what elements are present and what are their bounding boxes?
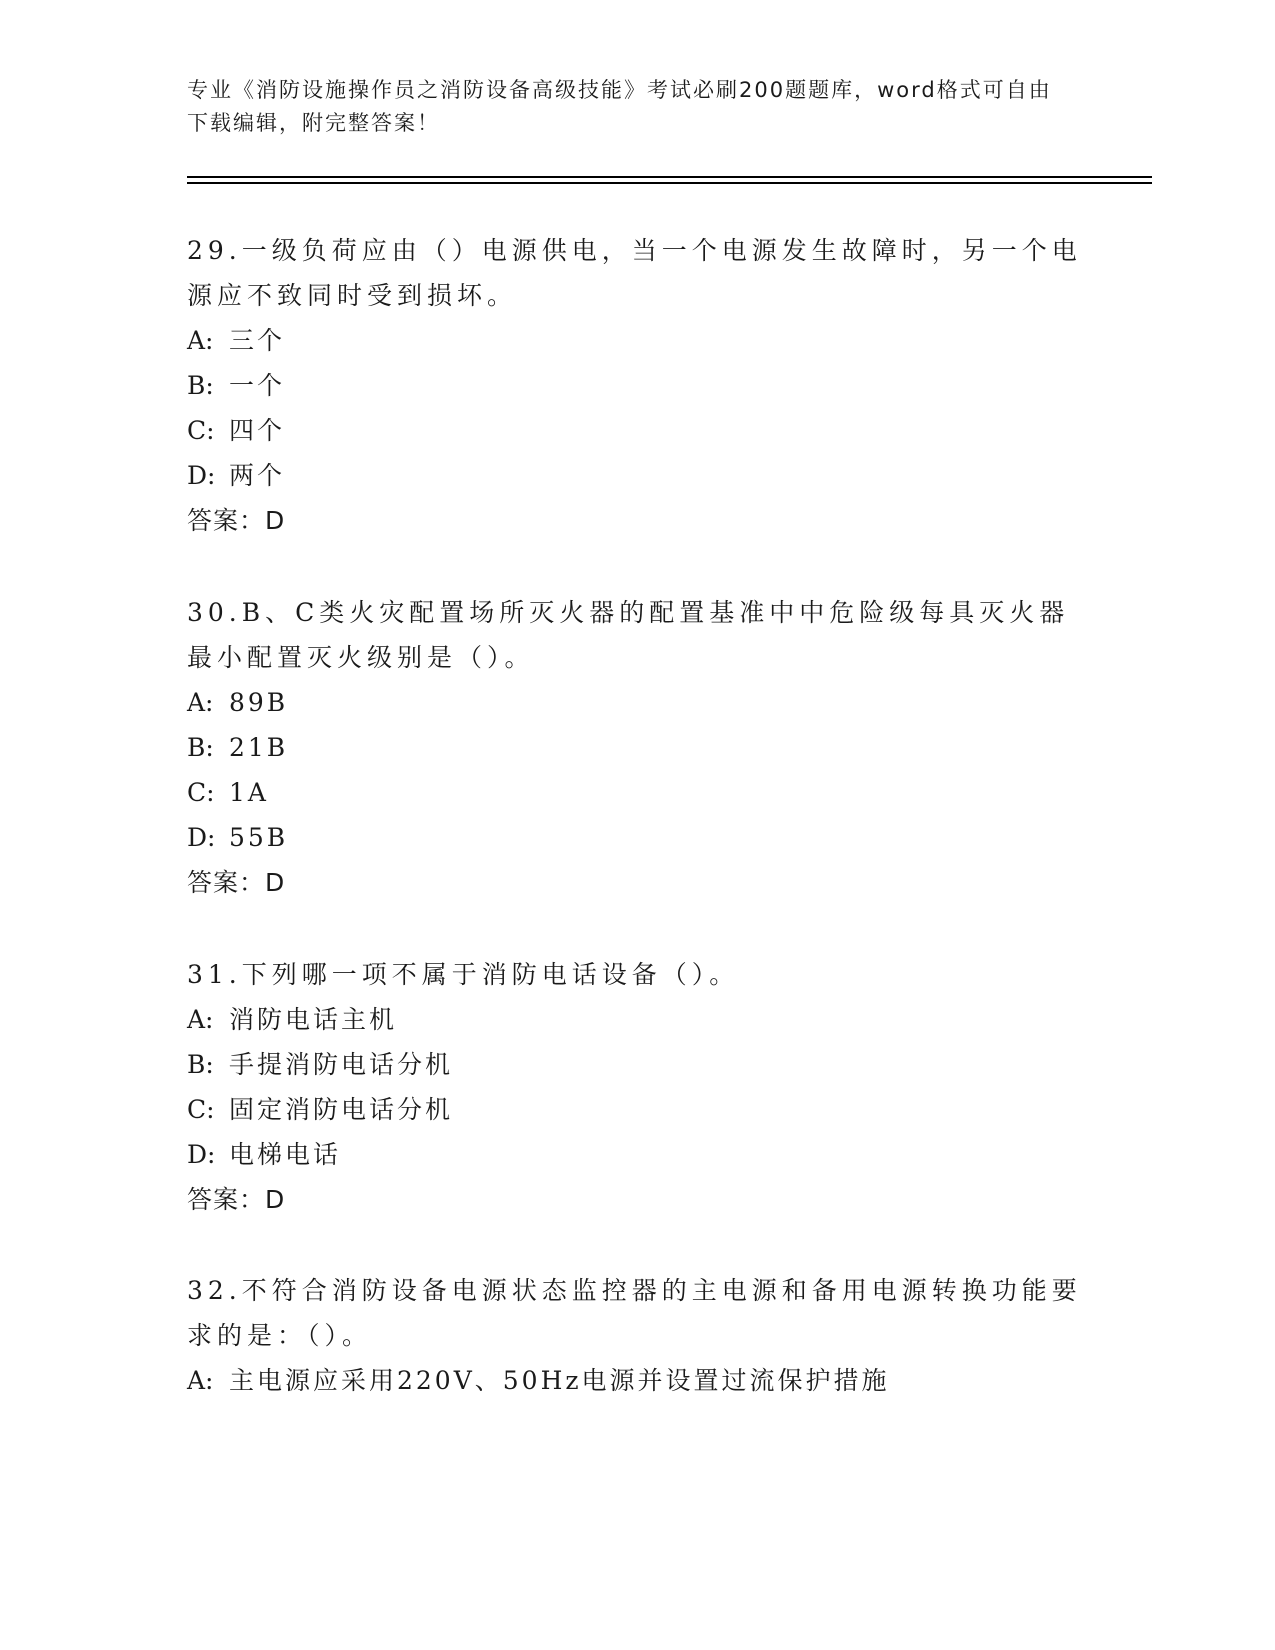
option-key: B: bbox=[187, 371, 214, 400]
option-d bbox=[187, 453, 1087, 498]
option-key: A: bbox=[187, 326, 214, 355]
option-d bbox=[187, 1132, 1087, 1177]
question-text: 32.不符合消防设备电源状态监控器的主电源和备用电源转换功能要求的是：（）。 bbox=[187, 1276, 1082, 1350]
answer-label: 答案：D bbox=[187, 506, 286, 535]
option-text: 电梯电话 bbox=[229, 1140, 342, 1169]
option-c bbox=[187, 1087, 1087, 1132]
option-text: 89B bbox=[229, 688, 289, 717]
option-b bbox=[187, 363, 1087, 408]
option-key: A: bbox=[187, 1366, 214, 1395]
option-text: 一个 bbox=[229, 371, 286, 400]
option-key: B: bbox=[187, 1050, 214, 1079]
option-a bbox=[187, 318, 1087, 363]
document-header: 专业《消防设施操作员之消防设备高级技能》考试必刷200题题库，word格式可自由下载编辑，附完整答案！ bbox=[187, 78, 1052, 135]
option-key: C: bbox=[187, 1095, 215, 1124]
option-key: C: bbox=[187, 416, 215, 445]
option-text: 三个 bbox=[229, 326, 286, 355]
option-key: D: bbox=[187, 823, 216, 852]
option-text: 手提消防电话分机 bbox=[229, 1050, 454, 1079]
option-a bbox=[187, 680, 1087, 725]
answer-label: 答案：D bbox=[187, 1185, 286, 1214]
option-text: 1A bbox=[229, 778, 269, 807]
option-key: D: bbox=[187, 1140, 216, 1169]
option-c bbox=[187, 770, 1087, 815]
question-text: 31.下列哪一项不属于消防电话设备（）。 bbox=[187, 960, 740, 989]
answer-label: 答案：D bbox=[187, 868, 286, 897]
option-a bbox=[187, 1358, 1087, 1403]
header-divider-top bbox=[187, 176, 1152, 178]
option-d bbox=[187, 815, 1087, 860]
option-b bbox=[187, 1042, 1087, 1087]
question-31 bbox=[187, 952, 1087, 1222]
option-text: 消防电话主机 bbox=[229, 1005, 398, 1034]
option-text: 55B bbox=[229, 823, 289, 852]
option-text: 主电源应采用220V、50Hz电源并设置过流保护措施 bbox=[229, 1366, 890, 1395]
question-text: 29.一级负荷应由（）电源供电，当一个电源发生故障时，另一个电源应不致同时受到损坏。 bbox=[187, 236, 1082, 310]
question-32 bbox=[187, 1268, 1087, 1403]
question-text: 30.B、C类火灾配置场所灭火器的配置基准中中危险级每具灭火器最小配置灭火级别是（）。 bbox=[187, 598, 1070, 672]
option-text: 两个 bbox=[229, 461, 286, 490]
question-29 bbox=[187, 228, 1087, 543]
option-key: D: bbox=[187, 461, 216, 490]
option-key: B: bbox=[187, 733, 214, 762]
option-text: 四个 bbox=[229, 416, 286, 445]
option-key: A: bbox=[187, 1005, 214, 1034]
option-b bbox=[187, 725, 1087, 770]
option-c bbox=[187, 408, 1087, 453]
option-key: C: bbox=[187, 778, 215, 807]
option-text: 固定消防电话分机 bbox=[229, 1095, 454, 1124]
option-a bbox=[187, 997, 1087, 1042]
option-key: A: bbox=[187, 688, 214, 717]
question-30 bbox=[187, 590, 1087, 905]
option-text: 21B bbox=[229, 733, 289, 762]
header-divider-bottom bbox=[187, 182, 1152, 184]
